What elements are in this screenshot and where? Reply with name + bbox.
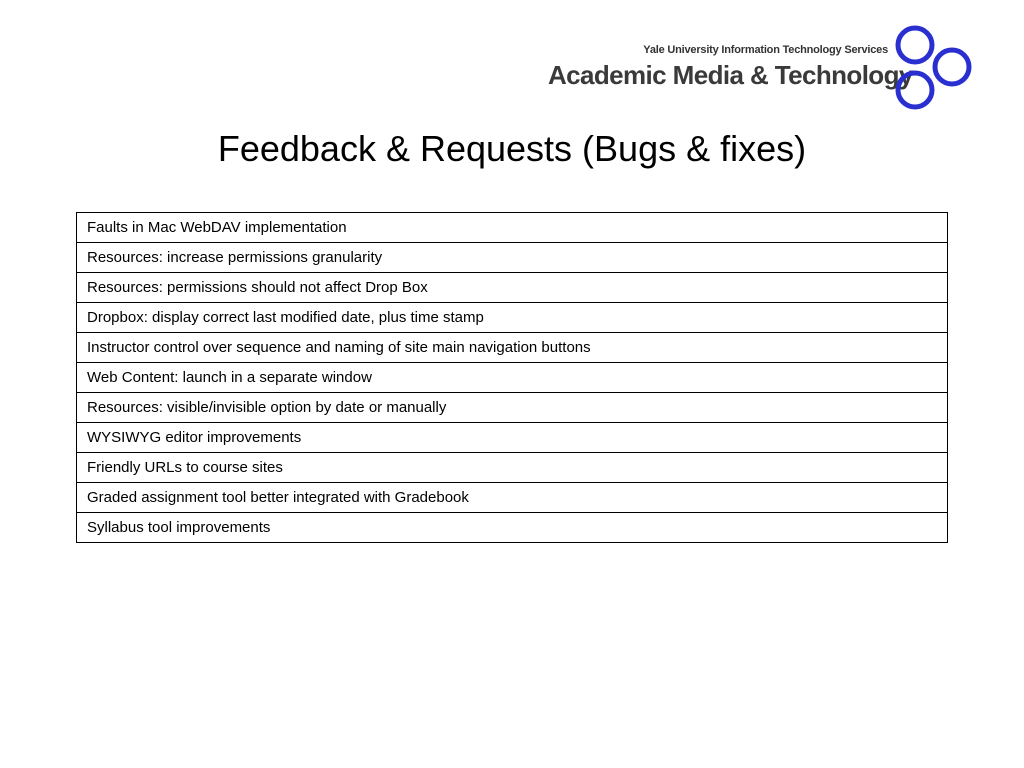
request-cell: Web Content: launch in a separate window [77,363,948,393]
ring-right-icon [935,50,969,84]
request-cell: Friendly URLs to course sites [77,453,948,483]
table-row [77,423,948,453]
rings-logo-icon [894,22,978,114]
logo-org-line: Yale University Information Technology Services [643,44,888,56]
header-logo [548,22,988,114]
ring-top-icon [898,28,932,62]
requests-table [76,212,948,543]
table-row [77,453,948,483]
slide-title: Feedback & Requests (Bugs & fixes) [217,128,807,169]
request-cell: Instructor control over sequence and naming of site main navigation buttons [77,333,948,363]
request-cell: Syllabus tool improvements [77,513,948,543]
table-row [77,363,948,393]
table-row [77,333,948,363]
table-row [77,513,948,543]
request-cell: Dropbox: display correct last modified date, plus time stamp [77,303,948,333]
request-cell: Resources: permissions should not affect Drop Box [77,273,948,303]
table-row [77,393,948,423]
table-row [77,483,948,513]
table-row [77,243,948,273]
table-row [77,273,948,303]
ring-bottom-icon [898,73,932,107]
request-cell: Resources: visible/invisible option by date or manually [77,393,948,423]
table-row [77,213,948,243]
request-cell: WYSIWYG editor improvements [77,423,948,453]
request-cell: Graded assignment tool better integrated with Gradebook [77,483,948,513]
request-cell: Faults in Mac WebDAV implementation [77,213,948,243]
logo-dept-line: Academic Media & Technology [548,60,913,90]
request-cell: Resources: increase permissions granularity [77,243,948,273]
table-row [77,303,948,333]
